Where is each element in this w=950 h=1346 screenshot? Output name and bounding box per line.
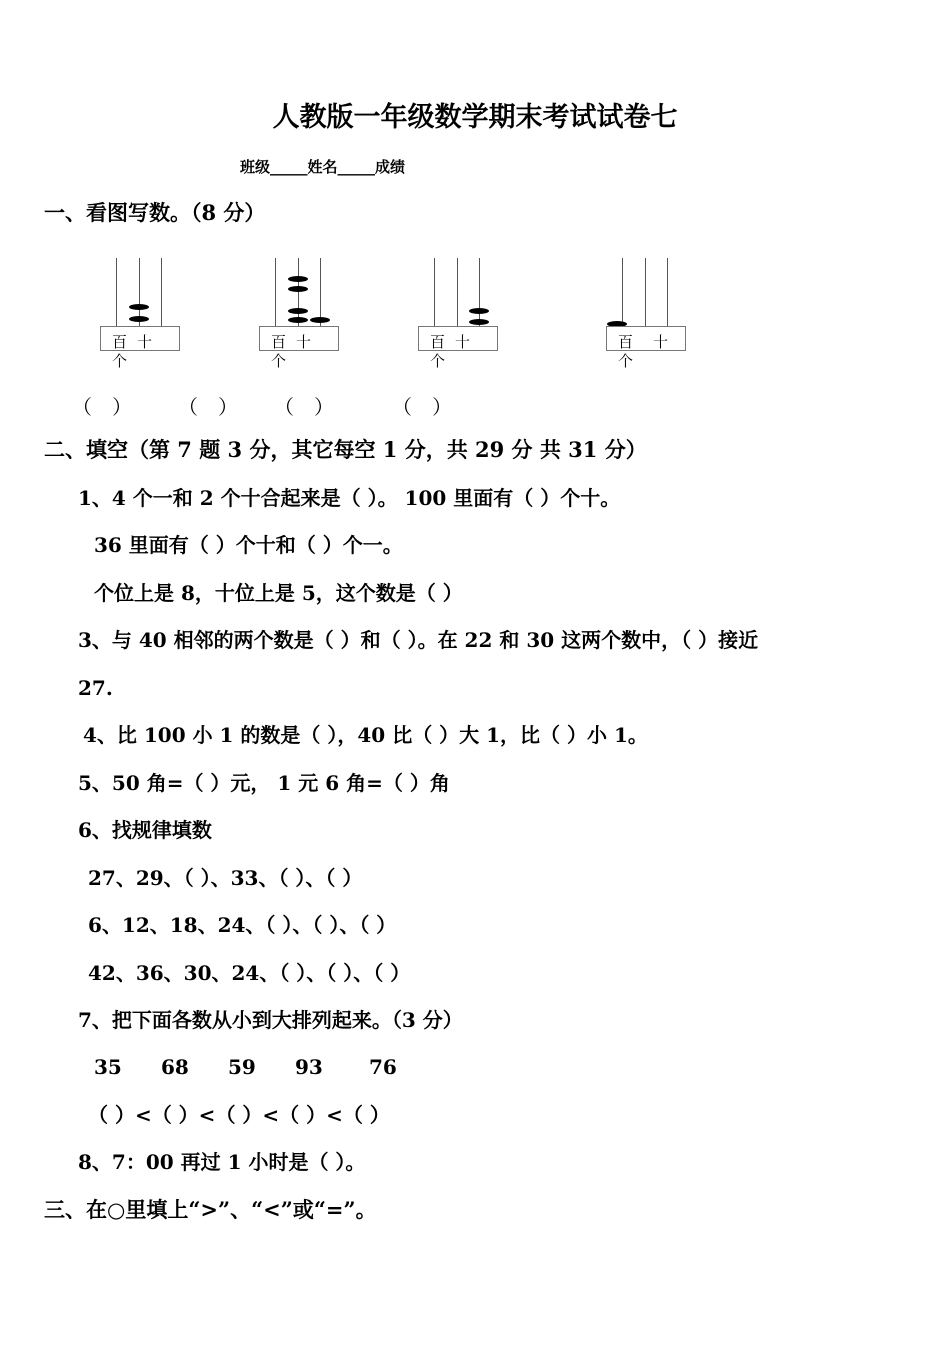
section3-heading: 三、在○里填上“>”、“<”或“=”。	[44, 1197, 377, 1222]
hundreds-label: 百	[618, 333, 634, 351]
abacus-3	[418, 258, 518, 373]
question-1c: 个位上是 8，十位上是 5，这个数是（ ）	[94, 581, 463, 605]
abacus-bead	[310, 317, 330, 323]
abacus-bead	[129, 316, 149, 322]
question-4: 4、比 100 小 1 的数是（ ），40 比（ ）大 1，比（ ）小 1。	[83, 723, 648, 747]
section1-heading: 一、看图写数。（8 分）	[44, 200, 266, 225]
answer-blank-4[interactable]: （ ）	[392, 395, 452, 419]
question-5: 5、50 角=（ ）元， 1 元 6 角=（ ）角	[78, 771, 450, 795]
abacus-2	[259, 258, 359, 373]
question-3a: 3、与 40 相邻的两个数是（ ）和（ ）。在 22 和 30 这两个数中，（ ）接近	[78, 628, 759, 652]
hundreds-label: 百	[112, 333, 128, 351]
question-6b: 6、12、18、24、（ ）、（ ）、（ ）	[88, 913, 397, 937]
abacus-bead	[469, 319, 489, 325]
question-6a: 27、29、（ ）、33、（ ）、（ ）	[88, 866, 363, 890]
number-59: 59	[228, 1055, 256, 1079]
student-info-line: 班级_____姓名_____成绩	[240, 158, 406, 176]
number-76: 76	[369, 1055, 397, 1079]
question-7-order: （ ）<（ ）<（ ）<（ ）<（ ）	[88, 1103, 390, 1127]
answer-blank-1[interactable]: （ ）	[72, 395, 132, 419]
question-1a: 1、4 个一和 2 个十合起来是（ ）。 100 里面有（ ）个十。	[78, 486, 621, 510]
number-35: 35	[94, 1055, 122, 1079]
abacus-bead	[288, 276, 308, 282]
number-68: 68	[161, 1055, 189, 1079]
abacus-bead	[129, 304, 149, 310]
ones-label: 个	[271, 352, 287, 370]
question-3b: 27.	[78, 676, 113, 700]
ones-label: 个	[618, 352, 634, 370]
section2-heading: 二、填空（第 7 题 3 分，其它每空 1 分，共 29 分 共 31 分）	[44, 437, 647, 462]
abacus-bead	[288, 317, 308, 323]
abacus-4	[606, 258, 706, 373]
question-6c: 42、36、30、24、（ ）、（ ）、（ ）	[88, 961, 411, 985]
abacus-bead	[469, 308, 489, 314]
ones-label: 个	[430, 352, 446, 370]
tens-label: 十	[653, 333, 669, 351]
number-93: 93	[295, 1055, 323, 1079]
ones-label: 个	[112, 352, 128, 370]
abacus-bead	[288, 308, 308, 314]
question-1b: 36 里面有（ ）个十和（ ）个一。	[94, 533, 403, 557]
tens-label: 十	[137, 333, 153, 351]
answer-blank-3[interactable]: （ ）	[274, 395, 334, 419]
question-8: 8、7：00 再过 1 小时是（ ）。	[78, 1150, 366, 1174]
tens-label: 十	[296, 333, 312, 351]
tens-label: 十	[455, 333, 471, 351]
question-6: 6、找规律填数	[78, 818, 212, 842]
abacus-bead	[288, 286, 308, 292]
answer-blank-2[interactable]: （ ）	[178, 395, 238, 419]
page-title: 人教版一年级数学期末考试试卷七	[272, 102, 678, 133]
hundreds-label: 百	[430, 333, 446, 351]
abacus-1	[100, 258, 200, 373]
hundreds-label: 百	[271, 333, 287, 351]
question-7: 7、把下面各数从小到大排列起来。（3 分）	[78, 1008, 463, 1032]
